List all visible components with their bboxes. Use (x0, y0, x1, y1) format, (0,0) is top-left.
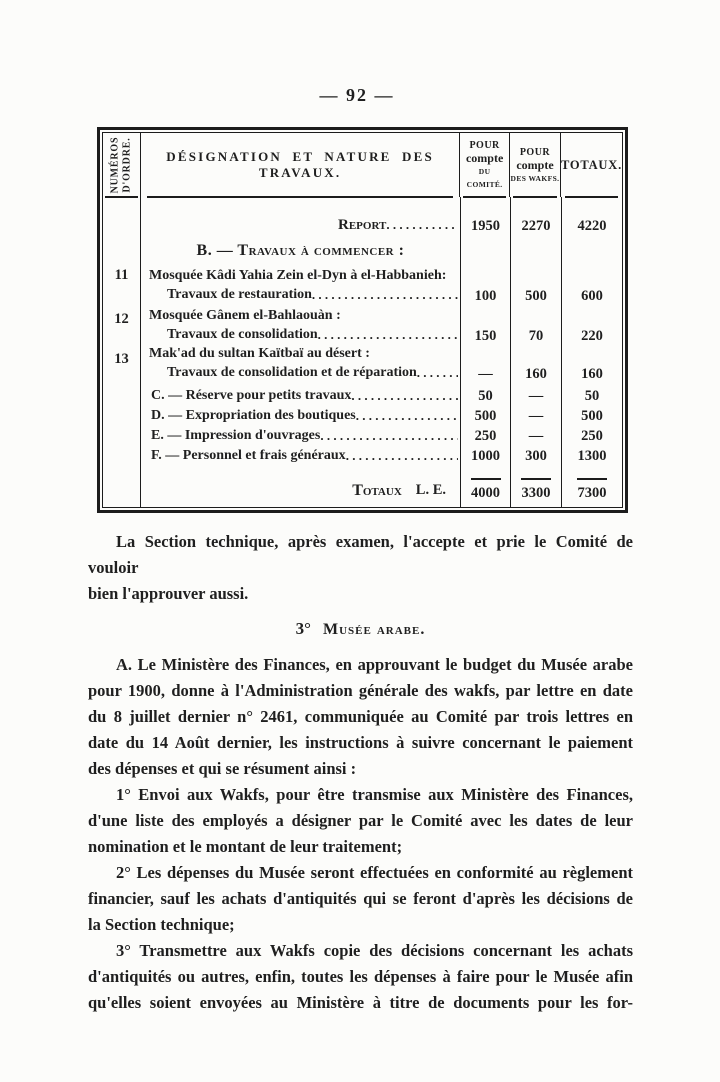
row-designation-cell (141, 386, 461, 406)
row-designation-cell (141, 446, 461, 466)
value-totaux: 4220 (577, 218, 607, 234)
value-totaux: 600 (581, 288, 603, 304)
travaux-table (97, 127, 628, 513)
table-row-report (103, 197, 622, 238)
table-row-13 (103, 348, 622, 386)
table-header-row (103, 133, 622, 197)
header-numeros-label: NUMÉROS D'ORDRE. (109, 136, 133, 194)
value-wakfs: 160 (511, 348, 562, 386)
header-numeros (103, 133, 141, 197)
letter-label: D. — Expropriation des boutiques (151, 408, 356, 423)
section-title: Musée arabe. (322, 621, 426, 638)
value-totaux: 50 (584, 387, 600, 404)
row-num-cell (103, 406, 141, 426)
value-comite: 1000 (461, 446, 511, 466)
text-line: nomination et le montant de leur traitement; (88, 837, 403, 856)
dot-leader (320, 428, 458, 445)
paragraph-3 (88, 938, 633, 1016)
dot-leader (346, 448, 458, 465)
value-wakfs: 500 (511, 264, 562, 308)
value-totaux: 250 (581, 427, 603, 444)
row-number: 11 (103, 264, 141, 308)
total-totaux: 7300 (562, 466, 622, 507)
letter-label: C. — Réserve pour petits travaux (151, 388, 352, 403)
report-label: Report (338, 217, 387, 233)
row-designation-cell (141, 197, 461, 238)
value-totaux: 160 (581, 366, 603, 382)
row-designation-cell (141, 238, 461, 264)
letter-label: F. — Personnel et frais généraux (151, 448, 346, 463)
item-title: Mosquée Kâdi Yahia Zein el-Dyn à el-Habbanieh: (149, 268, 447, 283)
value-wakfs: 70 (511, 308, 562, 348)
row-number: 12 (103, 308, 141, 348)
value-comite: 1950 (461, 197, 511, 238)
table-row-totals (103, 466, 622, 507)
row-designation-cell (141, 466, 461, 507)
totals-label: Totaux (352, 481, 402, 499)
header-pour-comite (460, 133, 510, 197)
value-comite: 500 (461, 406, 511, 426)
text-line: du 8 juillet dernier n° 2461, communiquée au Comité par trois lettres en (88, 707, 633, 726)
row-num-cell (103, 466, 141, 507)
value-comite: 50 (461, 386, 511, 406)
table-row-11 (103, 264, 622, 308)
value-totaux: 1300 (577, 447, 607, 464)
value-totaux: 220 (581, 328, 603, 344)
table-row-c (103, 386, 622, 406)
text-line: bien l'approuver aussi. (88, 584, 249, 603)
text-line: d'une liste des employés a désigner par le Comité avec les dates de leur (88, 811, 633, 830)
value-comite: — (461, 348, 511, 386)
header-totaux (561, 133, 622, 197)
row-num-cell (103, 238, 141, 264)
paragraph-a (88, 652, 633, 782)
text-line: La Section technique, après examen, l'accepte et prie le Comité de vouloir (88, 532, 633, 577)
text-line: financier, sauf les achats d'antiquités qui se feront d'après les décisions de (88, 889, 633, 908)
text-line: pour 1900, donne à l'Administration générale des wakfs, par lettre en date (88, 681, 633, 700)
total-rule (577, 478, 607, 480)
paragraph-intro (88, 529, 633, 607)
text-line: la Section technique; (88, 915, 235, 934)
table-row-d (103, 406, 622, 426)
value-wakfs: — (511, 406, 562, 426)
total-comite: 4000 (461, 466, 511, 507)
value-comite (461, 238, 511, 264)
value-wakfs (511, 238, 562, 264)
body-text (88, 529, 633, 1016)
row-designation-cell (141, 406, 461, 426)
value-comite: 150 (461, 308, 511, 348)
header-pour-wakfs-label: POUR compte DES WAKFS. (510, 146, 560, 183)
table-row-section-b (103, 238, 622, 264)
text-line: 1° Envoi aux Wakfs, pour être transmise aux Ministère des Finances, (116, 785, 633, 804)
total-wakfs: 3300 (511, 466, 562, 507)
item-subline: Travaux de consolidation et de réparation (167, 365, 417, 380)
text-line: qu'elles soient envoyées au Ministère à titre de documents pour les for- (88, 993, 633, 1012)
value-wakfs: 2270 (511, 197, 562, 238)
row-designation-cell (141, 308, 461, 348)
row-designation-cell (141, 348, 461, 386)
value-comite: 250 (461, 426, 511, 446)
row-num-cell (103, 446, 141, 466)
dot-leader (351, 388, 458, 405)
total-rule (471, 478, 501, 480)
table-row-12 (103, 308, 622, 348)
header-pour-comite-label: POUR compte DU COMITÉ. (465, 140, 504, 189)
value-comite: 100 (461, 264, 511, 308)
paragraph-2 (88, 860, 633, 938)
travaux-table-inner (102, 132, 623, 508)
row-designation-cell (141, 426, 461, 446)
section-b-label: B. — Travaux à commencer : (196, 242, 405, 259)
value-wakfs: — (511, 426, 562, 446)
value-wakfs: — (511, 386, 562, 406)
dot-leader (312, 285, 458, 307)
row-num-cell (103, 386, 141, 406)
table-row-f (103, 446, 622, 466)
totals-unit: L. E. (415, 482, 446, 498)
text-line: d'antiquités ou autres, enfin, toutes les dépenses à faire pour le Musée afin (88, 967, 633, 986)
row-designation-cell (141, 264, 461, 308)
header-totaux-label: TOTAUX. (560, 157, 622, 172)
item-title: Mak'ad du sultan Kaïtbaï au désert : (149, 346, 370, 361)
dot-leader (356, 408, 458, 425)
text-line: 3° Transmettre aux Wakfs copie des décisions concernant les achats (116, 941, 633, 960)
paragraph-1 (88, 782, 633, 860)
text-line: 2° Les dépenses du Musée seront effectuées en conformité au règlement (116, 863, 633, 882)
value-wakfs: 300 (511, 446, 562, 466)
item-subline: Travaux de consolidation (167, 327, 318, 342)
page-number: — 92 — (319, 85, 395, 105)
header-designation (141, 133, 460, 197)
row-number: 13 (103, 348, 141, 386)
letter-label: E. — Impression d'ouvrages (151, 428, 321, 443)
text-line: date du 14 Août dernier, les instructions à suivre concernant le paiement (88, 733, 633, 752)
value-totaux (562, 238, 622, 264)
dot-leader (417, 363, 458, 385)
total-rule (521, 478, 551, 480)
header-designation-label: DÉSIGNATION ET NATURE DES TRAVAUX. (166, 149, 434, 180)
header-pour-wakfs (510, 133, 561, 197)
table-row-e (103, 426, 622, 446)
dot-leader (386, 217, 458, 236)
item-subline: Travaux de restauration (167, 287, 312, 302)
text-line: des dépenses et qui se résument ainsi : (88, 759, 357, 778)
section-heading-musee-arabe (88, 616, 633, 643)
value-totaux: 500 (581, 407, 603, 424)
section-number: 3° (295, 619, 311, 638)
item-title: Mosquée Gânem el-Bahlaouàn : (149, 308, 341, 323)
text-line: A. Le Ministère des Finances, en approuvant le budget du Musée arabe (116, 655, 633, 674)
row-num-cell (103, 197, 141, 238)
row-num-cell (103, 426, 141, 446)
